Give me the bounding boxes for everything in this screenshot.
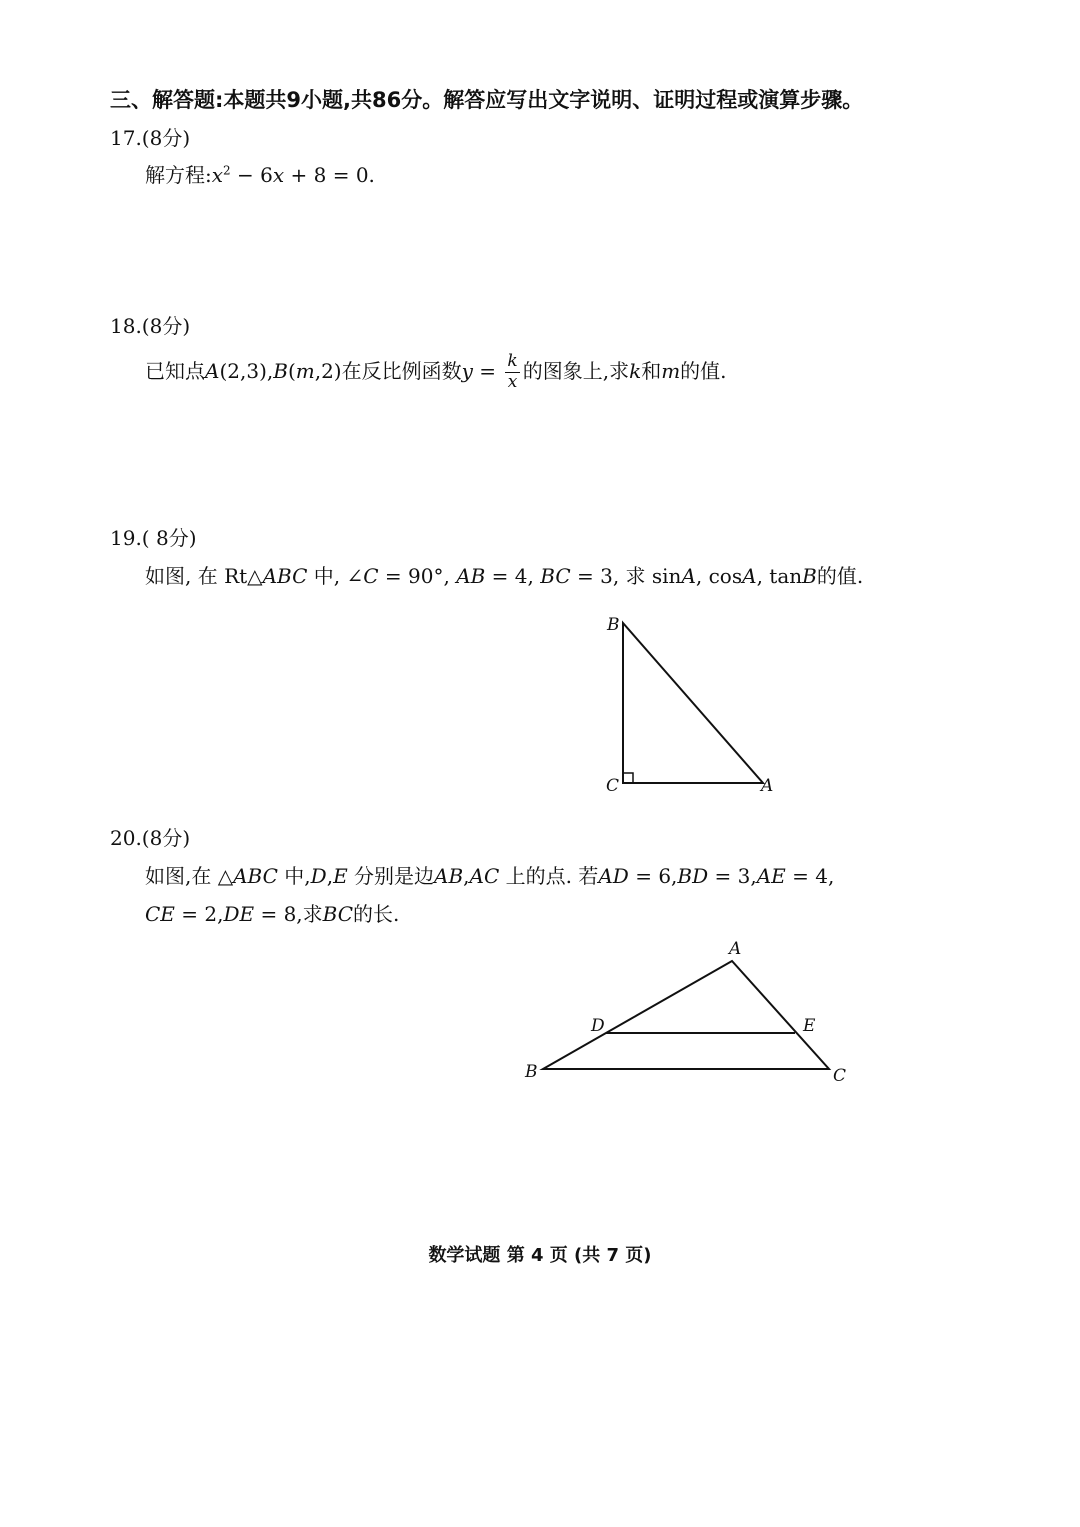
page-footer: 数学试题 第 4 页 (共 7 页) [428, 1245, 652, 1266]
question-20-number: 20.(8分) [110, 826, 191, 850]
vertex-label-b: B [607, 615, 620, 635]
vertex-label-b: B [525, 1062, 538, 1082]
vertex-label-a: A [729, 939, 742, 959]
question-18-text: 已知点A(2,3),B(m,2)在反比例函数y = $\frac{k}{x}$ 的图象上,求k和m的值. [145, 351, 727, 392]
question-18-number: 18.(8分) [110, 314, 191, 338]
triangle-abc [543, 961, 829, 1069]
question-20-text-line2: CE = 2,DE = 8,求BC的长. [145, 902, 400, 926]
right-angle-mark [623, 773, 633, 783]
figure-20-triangle-de [515, 935, 860, 1090]
section-title: 三、解答题:本题共9小题,共86分。解答应写出文字说明、证明过程或演算步骤。 [110, 88, 864, 112]
vertex-label-d: D [591, 1016, 605, 1036]
vertex-label-c: C [606, 776, 620, 796]
question-17-number: 17.(8分) [110, 126, 191, 150]
vertex-label-c: C [833, 1066, 847, 1086]
triangle-abc [623, 623, 763, 783]
question-20-text-line1: 如图,在 △ABC 中,D,E 分别是边AB,AC 上的点. 若AD = 6,BD = 3,AE = 4, [145, 864, 835, 888]
question-17-text: 解方程$:x^2 - 6x + 8 = 0$. [145, 163, 375, 187]
vertex-label-e: E [803, 1016, 816, 1036]
vertex-label-a: A [761, 776, 774, 796]
fraction-k-over-x: $\frac{k}{x}$ [507, 351, 518, 392]
question-19-number: 19.( 8分) [110, 526, 197, 550]
question-19-text: 如图, 在 Rt△ABC 中, ∠C = 90°, AB = 4, BC = 3, 求 sinA, cosA, tanB的值. [145, 564, 864, 588]
figure-19-right-triangle [595, 610, 795, 800]
